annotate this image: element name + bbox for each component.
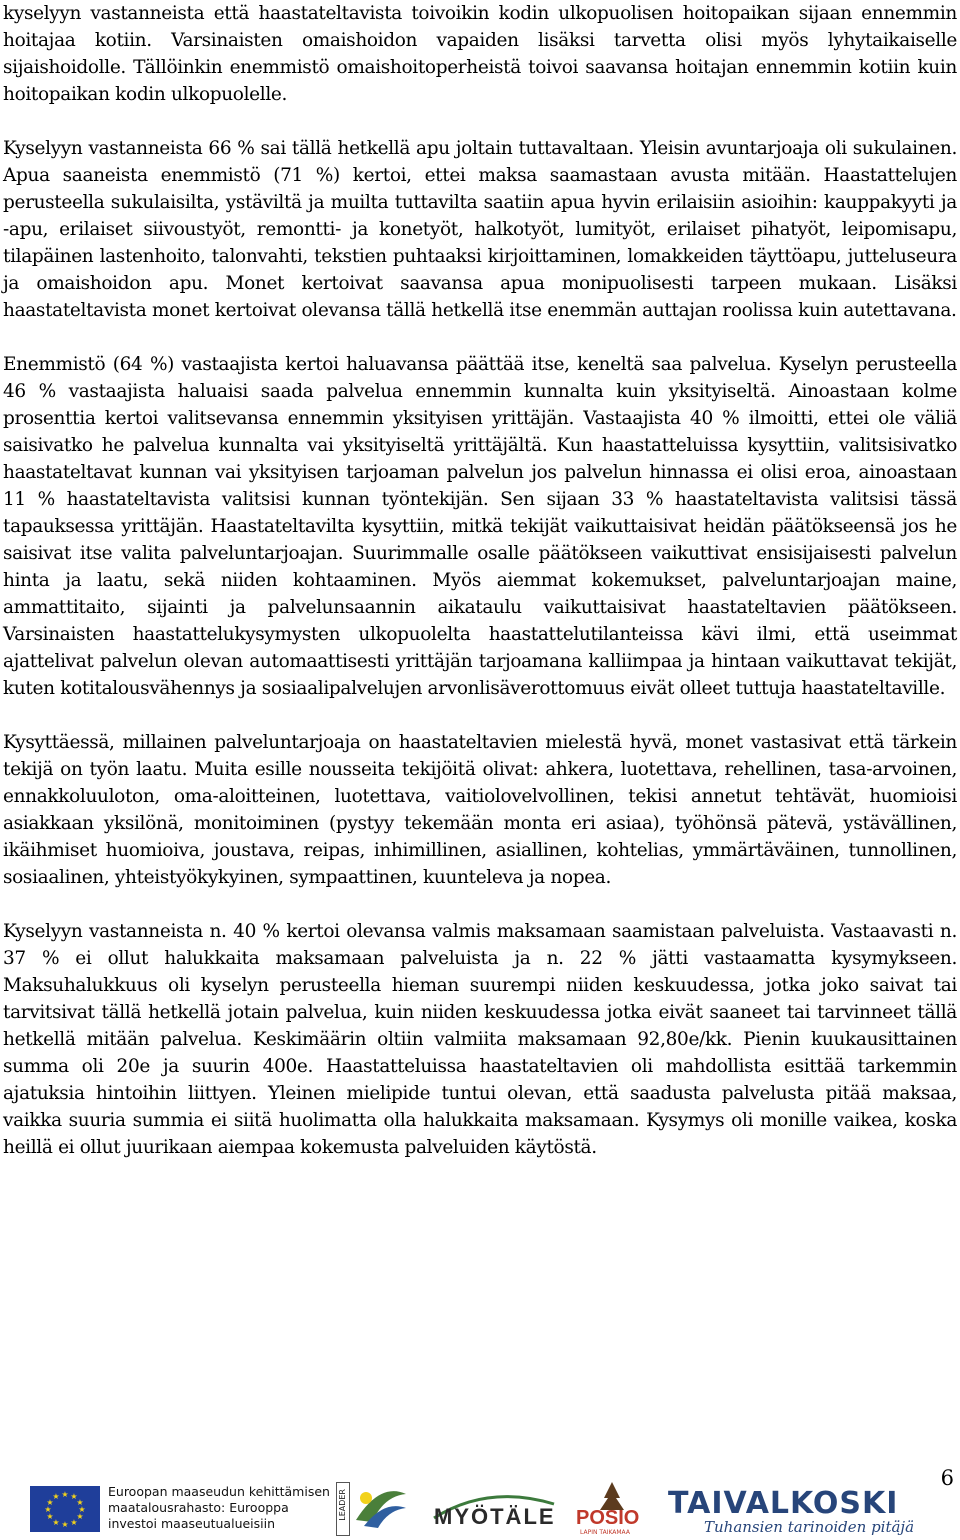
posio-logo: [572, 1480, 652, 1536]
svg-text:★: ★: [44, 1505, 52, 1514]
taivalkoski-logo: [662, 1486, 922, 1534]
paragraph-gap: [3, 702, 957, 729]
posio-subtext: LAPIN TAIKAMAA: [580, 1529, 630, 1536]
paragraph: Kysyttäessä, millainen palveluntarjoaja on haastateltavien mielestä hyvä, monet vastasivat että tärkein tekijä on työn laatu. Muita esille nousseita tekijöitä olivat: ahkera, luotettava, rehellinen, tasa-arvoinen, ennakkoluuloton, oma-aloitteinen, luotettava, vaitiolovelvollinen, tekisi annetut tehtävät, huomioisi asiakkaan yksilönä, monitoiminen (pystyy tekemään monta eri asiaa), työhönsä pätevä, ystävällinen, ikäihmiset huomioiva, joustava, reipas, inhimillinen, asiallinen, kohtelias, ymmärtäväinen, tunnollinen, sosiaalinen, yhteistyökykyinen, sympaattinen, kuunteleva ja nopea.: [3, 732, 957, 888]
leader-logo: [336, 1482, 350, 1536]
leader-label: LEADER: [338, 1489, 347, 1521]
myotale-logo: [428, 1490, 564, 1530]
svg-text:★: ★: [61, 1520, 69, 1529]
svg-text:★: ★: [76, 1512, 84, 1521]
paragraph-gap: [3, 891, 957, 918]
taivalkoski-subtext: Tuhansien tarinoiden pitäjä: [704, 1518, 915, 1536]
paragraph: kyselyyn vastanneista että haastateltavista toivoikin kodin ulkopuolisen hoitopaikan sijaan ennemmin hoitajaa kotiin. Varsinaisten omaishoidon vapaiden lisäksi tarvetta olisi myös lyhytaikaiselle sijaishoidolle. Tällöinkin enemmistö omaishoitoperheistä toivoi saavansa hoitajan ennemmin kotiin kuin hoitopaikan kodin ulkopuolelle.: [3, 3, 957, 105]
posio-text: POSIO: [576, 1507, 640, 1529]
svg-text:★: ★: [46, 1512, 54, 1521]
page-number: 6: [940, 1466, 954, 1490]
svg-text:★: ★: [70, 1492, 78, 1501]
svg-text:★: ★: [52, 1492, 60, 1501]
svg-text:★: ★: [61, 1490, 69, 1499]
document-body: [3, 0, 957, 1161]
paragraph: Enemmistö (64 %) vastaajista kertoi haluavansa päättää itse, keneltä saa palvelua. Kyselyn perusteella 46 % vastaajista haluaisi saada palvelua ennemmin kunnalta kuin yksityiseltä. Ainoastaan kolme prosenttia kertoi valitsevansa ennemmin yksityisen yrittäjän. Vastaajista 40 % ilmoitti, ettei ole väliä saisivatko he palvelua kunnalta vai yksityiseltä yrittäjältä. Kun haastatteluissa kysyttiin, valitsisivatko haastateltavat kunnan vai yksityisen tarjoaman palvelun jos palvelun hinnassa ei olisi eroa, ainoastaan 11 % haastateltavista valitsisi kunnan työntekijän. Sen sijaan 33 % haastateltavista valitsisi tässä tapauksessa yrittäjän. Haastateltavilta kysyttiin, mitkä tekijät vaikuttaisivat heidän päätökseensä jos he saisivat itse valita palveluntarjoajan. Suurimmalle osalle päätökseen vaikuttivat ensisijaisesti palvelun hinta ja laatu, sekä niiden kohtaaminen. Myös aiemmat kokemukset, palveluntarjoajan maine, ammattitaito, sijainti ja palvelunsaannin aikataulu vaikuttaisivat haastateltavien päätökseen. Varsinaisten haastattelukysymysten ulkopuolelta haastattelutilanteissa kävi ilmi, että useimmat ajattelivat palvelun olevan automaattisesti yrittäjän tarjoamana kalliimpaa ja hintaan vaikuttavat tekijät, kuten kotitalousvähennys ja sosiaalipalvelujen arvonlisäverottomuus eivät olleet tuttuja haastateltaville.: [3, 354, 957, 699]
taivalkoski-text: TAIVALKOSKI: [668, 1486, 899, 1521]
svg-text:★: ★: [76, 1498, 84, 1507]
svg-text:★: ★: [70, 1518, 78, 1527]
svg-text:★: ★: [52, 1518, 60, 1527]
footer-logos: [0, 1478, 960, 1536]
myotale-text: MYÖTÄLE: [434, 1504, 556, 1529]
paragraph-gap: [3, 324, 957, 351]
paragraph-gap: [3, 108, 957, 135]
leader-mark-icon: [350, 1480, 410, 1532]
svg-text:★: ★: [78, 1505, 86, 1514]
eu-flag-icon: [30, 1486, 100, 1532]
paragraph: Kyselyyn vastanneista 66 % sai tällä hetkellä apu joltain tuttavaltaan. Yleisin avuntarjoaja oli sukulainen. Apua saaneista enemmistö (71 %) kertoi, ettei maksa saamastaan avusta mitään. Haastattelujen perusteella sukulaisilta, ystäviltä ja muilta tuttavilta saatiin apua hyvin erilaisiin asioihin: kauppakyyti ja -apu, erilaiset siivoustyöt, remontti- ja konetyöt, halkotyöt, lumityöt, erilaiset pihatyöt, leipomisapu, tilapäinen lastenhoito, talonvahti, tekstien puhtaaksi kirjoittaminen, lomakkeiden täyttöapu, jutteluseura ja omaishoidon apu. Monet kertoivat saavansa apua monipuolisesti tarpeen mukaan. Lisäksi haastateltavista monet kertoivat olevansa tällä hetkellä itse enemmän auttajan roolissa kuin autettavana.: [3, 138, 957, 321]
eu-fund-text: Euroopan maaseudun kehittämisen maatalousrahasto: Eurooppa investoi maaseutualueisiin: [108, 1484, 330, 1531]
paragraph: Kyselyyn vastanneista n. 40 % kertoi olevansa valmis maksamaan saamistaan palveluista. Vastaavasti n. 37 % ei ollut halukkaita maksamaan palveluista ja n. 22 % jätti vastaamatta kysymykseen. Maksuhalukkuus oli kyselyn perusteella hieman suurempi niiden keskuudessa, jotka joko saivat tai tarvitsivat tällä hetkellä jotain palvelua, kuin niiden keskuudessa jotka eivät saaneet tai tarvinneet tällä hetkellä mitään palvelua. Keskimäärin oltiin valmiita maksamaan 92,80e/kk. Pienin kuukausittainen summa oli 20e ja suurin 400e. Haastatteluissa haastateltavien oli mahdollista esittää tarkemmin ajatuksia hintoihin liittyen. Yleinen mielipide tuntui olevan, että saadusta palvelusta pitää maksaa, vaikka suuria summia ei siitä huolimatta olla halukkaita maksamaan. Kysymys oli monille vaikea, koska heillä ei ollut juurikaan aiempaa kokemusta palveluiden käytöstä.: [3, 921, 957, 1158]
svg-text:★: ★: [46, 1498, 54, 1507]
